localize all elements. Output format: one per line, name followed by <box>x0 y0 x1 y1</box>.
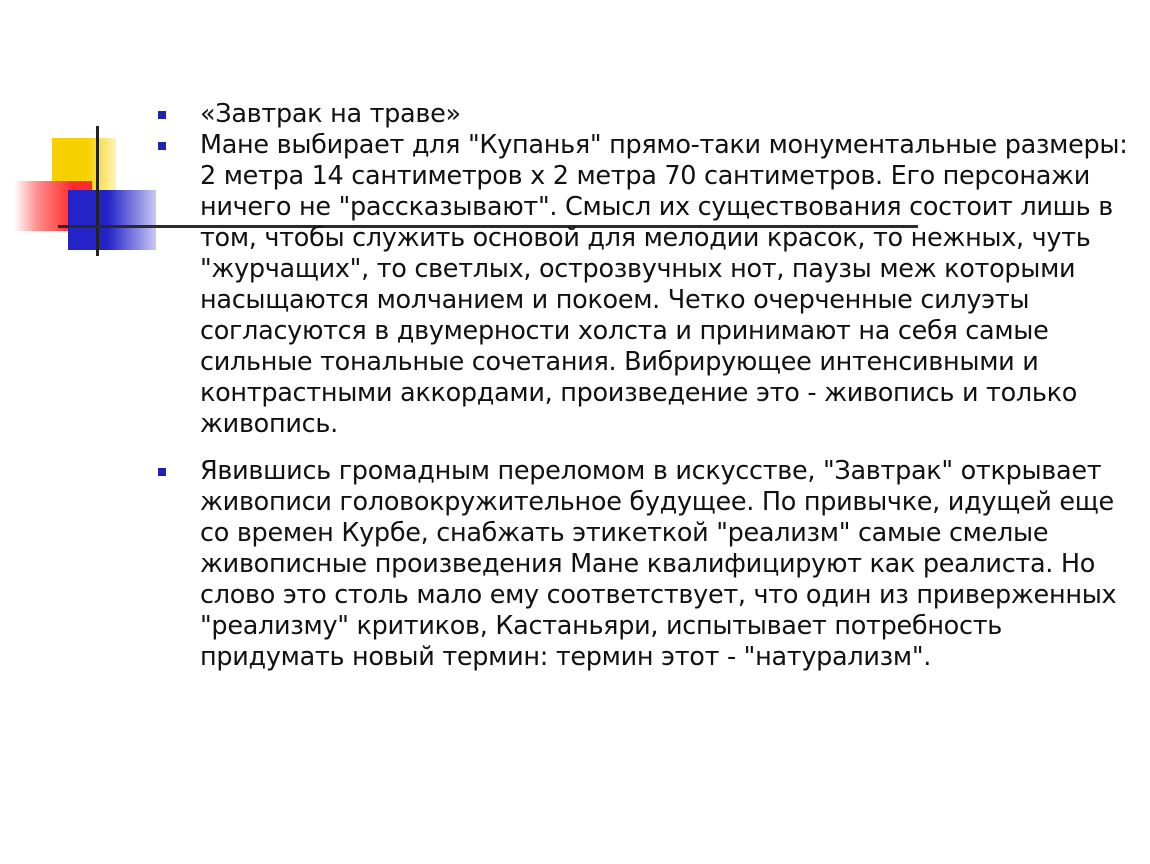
bullet-list <box>152 99 1132 673</box>
bullet-text: «Завтрак на траве» <box>200 99 461 129</box>
bullet-square-icon <box>158 468 166 476</box>
bullet-square-icon <box>158 111 166 119</box>
bullet-text: Мане выбирает для "Купанья" прямо-таки монументальные размеры: 2 метра 14 сантиметров х 2 метра 70 сантиметров. Его персонажи ничего не "рассказывают". Смысл их существования состоит лишь в том, чтобы служить основой для мелодии красок, то нежных, чуть "журчащих", то светлых, острозвучных нот, паузы меж которыми насыщаются молчанием и покоем. Четко очерченные силуэты согласуются в двумерности холста и принимают на себя самые сильные тональные сочетания. Вибрирующее интенсивными и контрастными аккордами, произведение это - живопись и только живопись. <box>200 130 1128 439</box>
bullet-item <box>152 99 1132 130</box>
bullet-text: Явившись громадным переломом в искусстве, "Завтрак" открывает живописи головокружительное будущее. По привычке, идущей еще со времен Курбе, снабжать этикеткой "реализм" самые смелые живописные произведения Мане квалифицируют как реалиста. Но слово это столь мало ему соответствует, что один из приверженных "реализму" критиков, Кастаньяри, испытывает потребность придумать новый термин: термин этот - "натурализм". <box>200 456 1117 672</box>
bullet-square-icon <box>158 142 166 150</box>
bullet-item <box>152 130 1132 440</box>
bullet-item <box>152 456 1132 673</box>
